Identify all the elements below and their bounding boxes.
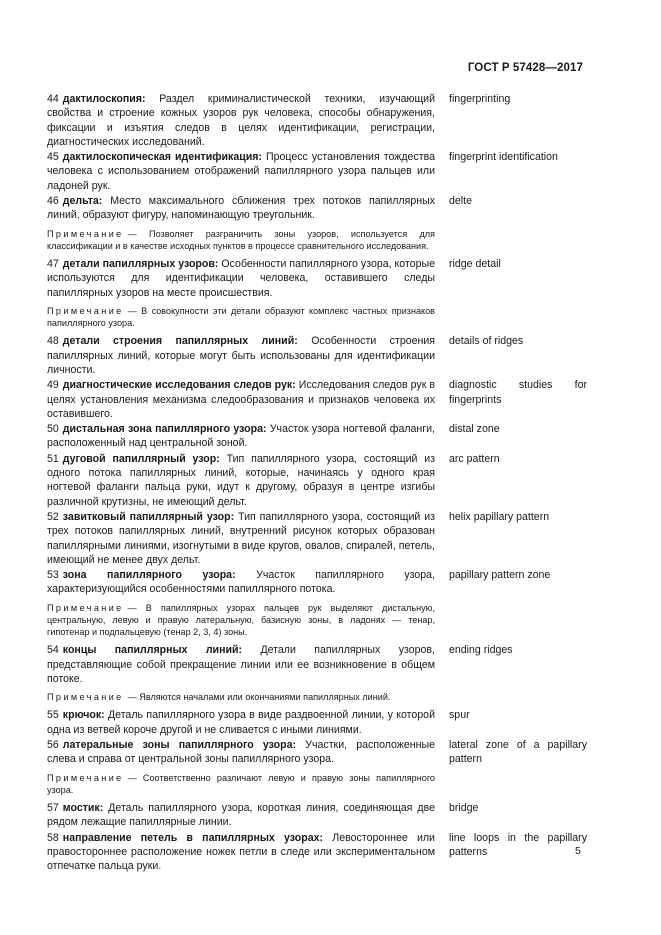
- term-definition: [47, 334, 435, 377]
- english-equivalent: diagnostic studies for fingerprints: [449, 379, 587, 406]
- term-number: 56: [47, 739, 59, 752]
- term-note: [47, 228, 435, 252]
- term-number: 47: [47, 258, 59, 271]
- term-definition: [47, 643, 435, 686]
- term-entry-49: [47, 378, 587, 421]
- note-label: Примечание: [47, 692, 124, 703]
- note-label: Примечание: [47, 602, 124, 613]
- note-text: — Соответственно различают левую и правую зоны папиллярного узора.: [47, 772, 435, 795]
- term-number: 49: [47, 379, 59, 392]
- term-number: 52: [47, 510, 59, 523]
- definition-text: Тип папиллярного узора, состоящий из одного потока папиллярных линий, которые, начинаясь у одного края ногтевой фаланги пальца руки, идут к другому, образуя в центре изгибы различной крутизны, не имеющий дельт.: [47, 452, 436, 508]
- term-name: дистальная зона папиллярного узора:: [62, 423, 267, 436]
- term-entry-46: [47, 194, 587, 223]
- term-definition: [47, 378, 435, 421]
- term-entry-51: [47, 452, 587, 509]
- term-name: крючок:: [62, 709, 105, 722]
- term-note: [47, 772, 435, 796]
- term-entry-52: [47, 510, 587, 567]
- english-equivalent: bridge: [449, 802, 479, 815]
- page-number: 5: [575, 845, 581, 857]
- english-equivalent: delte: [449, 195, 472, 208]
- english-equivalent: arc pattern: [449, 452, 500, 465]
- term-name: зона папиллярного узора:: [62, 569, 236, 582]
- english-equivalent: fingerprinting: [449, 93, 511, 105]
- definition-text: Процесс установления тождества человека с использованием отображений папиллярного узора пальцев или ладоней рук.: [47, 151, 435, 192]
- note-text: — В папиллярных узорах пальцев рук выделяют дистальную, центральную, левую и правую латеральную, базисную зоны, в ладонях — тенар, гипотенар и подпальцевую (тенар 2, 3, 4) зоны.: [47, 602, 435, 638]
- term-name: детали папиллярных узоров:: [62, 258, 219, 271]
- term-entry-54: [47, 643, 587, 686]
- definition-text: Деталь папиллярного узора, короткая линия, соединяющая две рядом лежащие папиллярные линии.: [47, 802, 435, 829]
- definition-text: Детали папиллярных узоров, представляющие собой прекращение линии или ее возникновение в общем потоке.: [47, 644, 435, 685]
- definition-text: Место максимального сближения трех потоков папиллярных линий, образуют фигуру, напоминающую треугольник.: [47, 195, 435, 222]
- definition-text: Участок узора ногтевой фаланги, расположенный над центральной зоной.: [47, 423, 436, 450]
- term-definition: [47, 801, 435, 830]
- term-entry-48: [47, 334, 587, 377]
- definition-text: Участок папиллярного узора, характеризующийся особенностями папиллярного потока.: [47, 569, 435, 596]
- term-entry-53: [47, 568, 587, 597]
- definition-text: Деталь папиллярного узора в виде раздвоенной линии, у которой одна из ветвей короче другой и не сливается с иными линиями.: [47, 709, 435, 736]
- term-definition: [47, 150, 435, 193]
- term-number: 54: [47, 644, 59, 657]
- term-number: 58: [47, 831, 59, 844]
- english-equivalent: spur: [449, 709, 470, 722]
- term-note: [47, 691, 435, 703]
- english-equivalent: line loops in the papillary patterns: [449, 831, 587, 858]
- english-equivalent: fingerprint identification: [449, 151, 558, 164]
- note-label: Примечание: [47, 228, 124, 239]
- note-label: Примечание: [47, 772, 124, 783]
- term-name: дактилоскопическая идентификация:: [62, 151, 262, 164]
- term-entry-44: [47, 92, 587, 149]
- term-entry-57: [47, 801, 587, 830]
- term-definition: [47, 257, 435, 300]
- english-equivalent: lateral zone of a papillary pattern: [449, 739, 587, 766]
- term-entry-45: [47, 150, 587, 193]
- term-name: дельта:: [62, 195, 103, 208]
- term-number: 51: [47, 452, 59, 465]
- term-number: 53: [47, 569, 59, 582]
- term-name: дуговой папиллярный узор:: [62, 452, 220, 465]
- standard-header: ГОСТ Р 57428—2017: [467, 62, 583, 74]
- term-definition: [47, 194, 435, 223]
- term-definition: [47, 422, 435, 451]
- english-equivalent: distal zone: [449, 423, 500, 436]
- term-name: диагностические исследования следов рук:: [62, 379, 296, 392]
- term-number: 45: [47, 151, 59, 164]
- note-text: — В совокупности эти детали образуют комплекс частных признаков папиллярного узора.: [47, 305, 435, 329]
- term-definition: [47, 92, 435, 149]
- term-number: 55: [47, 709, 59, 722]
- term-name: направление петель в папиллярных узорах:: [62, 831, 324, 844]
- definition-text: Особенности строения папиллярных линий, которые могут быть использованы для идентификации личности.: [47, 335, 435, 376]
- term-name: мостик:: [62, 802, 104, 815]
- term-name: дактилоскопия:: [62, 93, 146, 105]
- term-name: концы папиллярных линий:: [62, 644, 243, 657]
- definition-text: Левостороннее или правостороннее расположение ножек петли в следе или экспериментальном отпечатке пальца руки.: [47, 831, 435, 873]
- term-definition: [47, 452, 435, 509]
- term-number: 50: [47, 423, 59, 436]
- term-note: [47, 305, 435, 329]
- definition-text: Особенности папиллярного узора, которые используются для идентификации человека, оставившего следы папиллярных узоров на месте происшествия.: [47, 258, 435, 299]
- definition-text: Тип папиллярного узора, состоящий из трех потоков папиллярных линий, внутренний рисунок которых образован папиллярными линиями, изогнутыми в виде кругов, овалов, спиралей, петель, имеющий не менее двух дельт.: [47, 510, 435, 566]
- definition-text: Исследования следов рук в целях установления механизма следообразования и признаков человека их оставившего.: [47, 379, 435, 420]
- term-number: 48: [47, 335, 59, 348]
- term-definition: [47, 708, 435, 737]
- terms-list: [47, 92, 587, 875]
- english-equivalent: helix papillary pattern: [449, 510, 550, 523]
- note-text: — Позволяет разграничить зоны узоров, используется для классификации и в качестве исходных пунктов в процессе сравнительного исследования.: [47, 228, 435, 251]
- term-definition: [47, 568, 435, 597]
- english-equivalent: papillary pattern zone: [449, 569, 551, 582]
- term-entry-55: [47, 708, 587, 737]
- term-number: 46: [47, 195, 59, 208]
- term-definition: [47, 738, 435, 767]
- english-equivalent: ending ridges: [449, 644, 513, 657]
- term-note: [47, 602, 435, 639]
- definition-text: Раздел криминалистической техники, изучающий свойства и строение кожных узоров рук человека, способы обнаружения, фиксации и изъятия следов в целях идентификации, регистрации, диагностических исследований.: [47, 93, 435, 148]
- term-number: 44: [47, 93, 59, 105]
- english-equivalent: ridge detail: [449, 258, 501, 271]
- term-entry-58: [47, 831, 587, 874]
- term-number: 57: [47, 802, 59, 815]
- term-definition: [47, 831, 435, 874]
- note-text: — Являются началами или окончаниями папиллярных линий.: [127, 692, 391, 703]
- note-label: Примечание: [47, 305, 124, 316]
- english-equivalent: details of ridges: [449, 335, 524, 348]
- term-definition: [47, 510, 435, 567]
- term-entry-56: [47, 738, 587, 767]
- term-entry-47: [47, 257, 587, 300]
- term-name: завитковый папиллярный узор:: [62, 510, 235, 523]
- definition-text: Участки, расположенные слева и справа от центральной зоны папиллярного узора.: [47, 739, 435, 766]
- term-name: латеральные зоны папиллярного узора:: [62, 739, 297, 752]
- term-name: детали строения папиллярных линий:: [62, 335, 298, 348]
- term-entry-50: [47, 422, 587, 451]
